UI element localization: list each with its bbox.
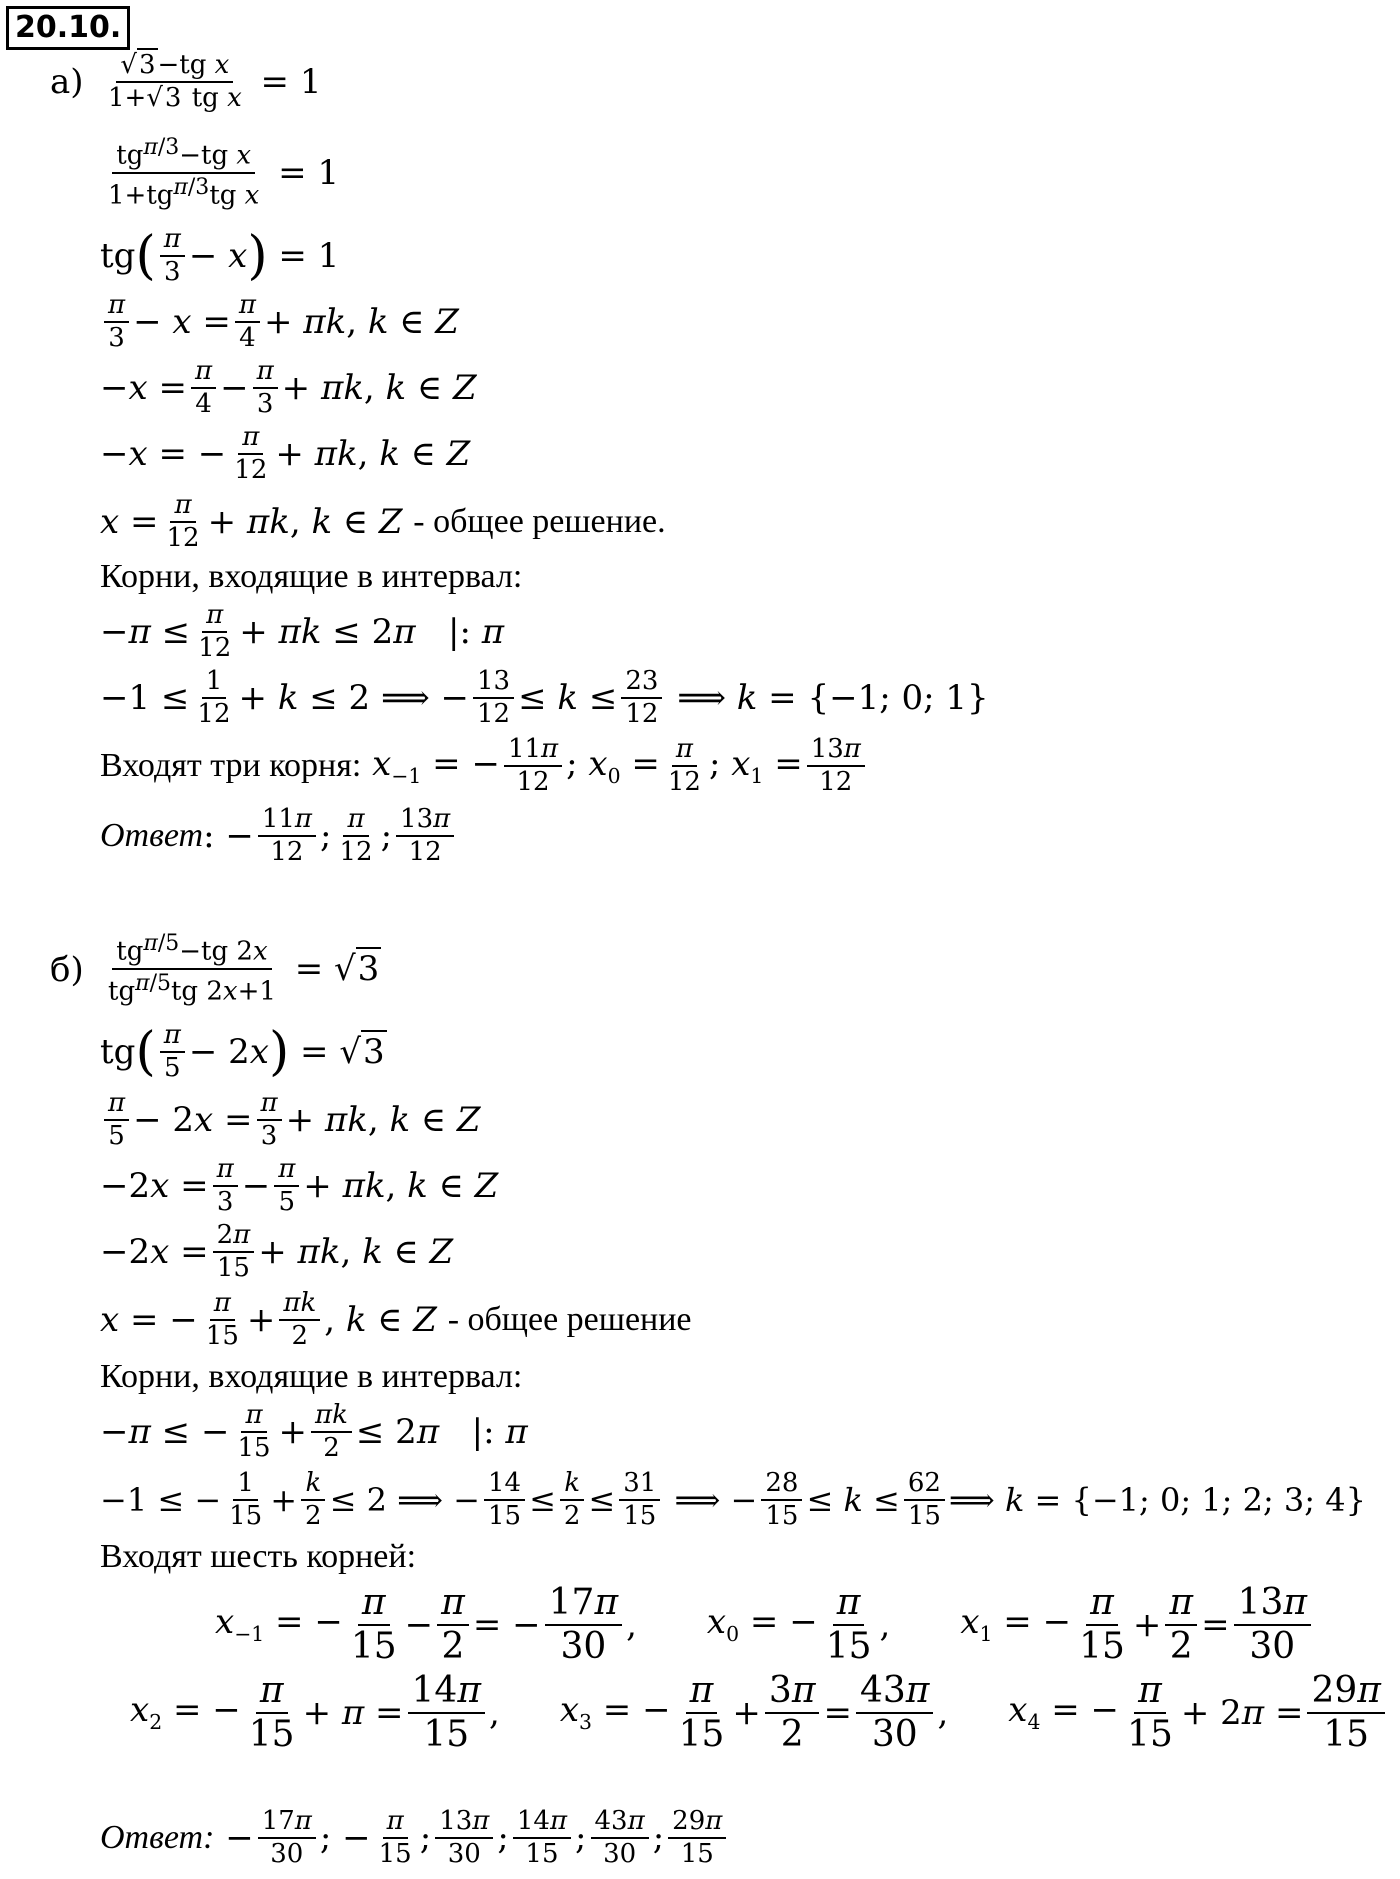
general-solution-label-b: - общее решение bbox=[447, 1301, 692, 1339]
eq-a-4: $\frac{\pi}{3}$ − x = $\frac{\pi}{4}$ + πk, k ∈ Z bbox=[100, 292, 459, 353]
roots-b-row2: $x_2$ = − $\frac{\pi}{15}$ + π = $\frac{14\pi}{15}$ , $x_3$ = − $\frac{\pi}{15}$ + $\frac{3\pi}{2}$ = $\frac{43\pi}{30}$ , $x_4$ = − $\frac{\pi}{15}$ + 2π = $\frac{29\pi}{15}$ bbox=[130, 1672, 1389, 1754]
k-set-b: {−1; 0; 1; 2; 3; 4} bbox=[1071, 1481, 1366, 1520]
roots-b-row1: $x_{-1}$ = − $\frac{\pi}{15}$ − $\frac{\pi}{2}$ = − $\frac{17\pi}{30}$ , $x_0$ = − $\frac{\pi}{15}$ , $x_1$ = − $\frac{\pi}{15}$ + $\frac{\pi}{2}$ = $\frac{13\pi}{30}$ bbox=[215, 1584, 1315, 1666]
eq-b-interval: −π ≤ − $\frac{\pi}{15}$ + $\frac{\pi k}{2}$ ≤ 2π |: π bbox=[100, 1400, 528, 1464]
roots-heading-a: Корни, входящие в интервал: bbox=[100, 558, 523, 595]
eq-a-2: $\frac{tg^{\pi/3}-tg x}{1+tg^{\pi/3}tg x}$ = 1 bbox=[108, 135, 340, 211]
eq-b-5: −2x = $\frac{2\pi}{15}$ + πk, k ∈ Z bbox=[100, 1220, 454, 1284]
part-b-label: б) bbox=[50, 950, 84, 990]
eq-a-5: −x = $\frac{\pi}{4}$ − $\frac{\pi}{3}$ + πk, k ∈ Z bbox=[100, 356, 477, 420]
count-text-a: Входят три корня: bbox=[100, 747, 362, 785]
roots-heading-b: Корни, входящие в интервал: bbox=[100, 1358, 523, 1395]
answer-label-b: Ответ: bbox=[100, 1819, 215, 1857]
answer-b: Ответ: − $\frac{17\pi}{30}$ ; − $\frac{\pi}{15}$ ; $\frac{13\pi}{30}$ ; $\frac{14\pi}{15}$ ; $\frac{43\pi}{30}$ ; $\frac{29\pi}{15}$ bbox=[100, 1808, 730, 1869]
eq-a-1: $\frac{\text{√3−tg x}}{\text{1+√3 tg x}}$ = 1 bbox=[108, 50, 322, 114]
general-solution-label-a: - общее решение. bbox=[413, 503, 666, 541]
eq-b-3: $\frac{\pi}{5}$ − 2x = $\frac{\pi}{3}$ + πk, k ∈ Z bbox=[100, 1090, 481, 1151]
eq-a-7: x = $\frac{\pi}{12}$ + πk, k ∈ Z - общее решение. bbox=[100, 490, 666, 554]
part-a-label: а) bbox=[50, 62, 84, 102]
eq-a-interval: −π ≤ $\frac{\pi}{12}$ + πk ≤ 2π |: π bbox=[100, 600, 505, 664]
answer-label-a: Ответ bbox=[100, 817, 204, 855]
k-set-a: {−1; 0; 1} bbox=[807, 678, 989, 719]
eq-b-4: −2x = $\frac{\pi}{3}$ − $\frac{\pi}{5}$ + πk, k ∈ Z bbox=[100, 1154, 499, 1218]
roots-a: Входят три корня: $x_{-1}$ = − $\frac{11\pi}{12}$ ; $x_0$ = $\frac{\pi}{12}$ ; $x_1$ = $\frac{13\pi}{12}$ bbox=[100, 736, 869, 797]
eq-a-k-range: −1 ≤ $\frac{1}{12}$ + k ≤ 2 ⟹ − $\frac{13}{12}$ ≤ k ≤ $\frac{23}{12}$ ⟹ k = {−1; 0; 1} bbox=[100, 666, 989, 730]
problem-number: 20.10. bbox=[6, 6, 130, 50]
eq-a-3: tg ( $\frac{\pi}{3}$ − x ) = 1 bbox=[100, 224, 340, 288]
eq-a-6: −x = − $\frac{\pi}{12}$ + πk, k ∈ Z bbox=[100, 422, 471, 486]
eq-b-1: $\frac{tg^{\pi/5}-tg 2x}{tg^{\pi/5}tg 2x+1}$ = √3 bbox=[108, 931, 380, 1007]
answer-a: Ответ : − $\frac{11\pi}{12}$ ; $\frac{\pi}{12}$ ; $\frac{13\pi}{12}$ bbox=[100, 806, 458, 867]
eq-b-6: x = − $\frac{\pi}{15}$ + $\frac{\pi k}{2}$ , k ∈ Z - общее решение bbox=[100, 1288, 692, 1352]
eq-b-k-range: −1 ≤ − $\frac{1}{15}$ + $\frac{k}{2}$ ≤ 2 ⟹ − $\frac{14}{15}$ ≤ $\frac{k}{2}$ ≤ $\frac{31}{15}$ ⟹ − $\frac{28}{15}$ ≤ k ≤ $\frac{62}{15}$ ⟹ k = {−1; 0; 1; 2; 3; 4} bbox=[100, 1468, 1366, 1532]
eq-b-2: tg ( $\frac{\pi}{5}$ − 2x ) = √3 bbox=[100, 1020, 385, 1084]
count-text-b: Входят шесть корней: bbox=[100, 1538, 417, 1575]
